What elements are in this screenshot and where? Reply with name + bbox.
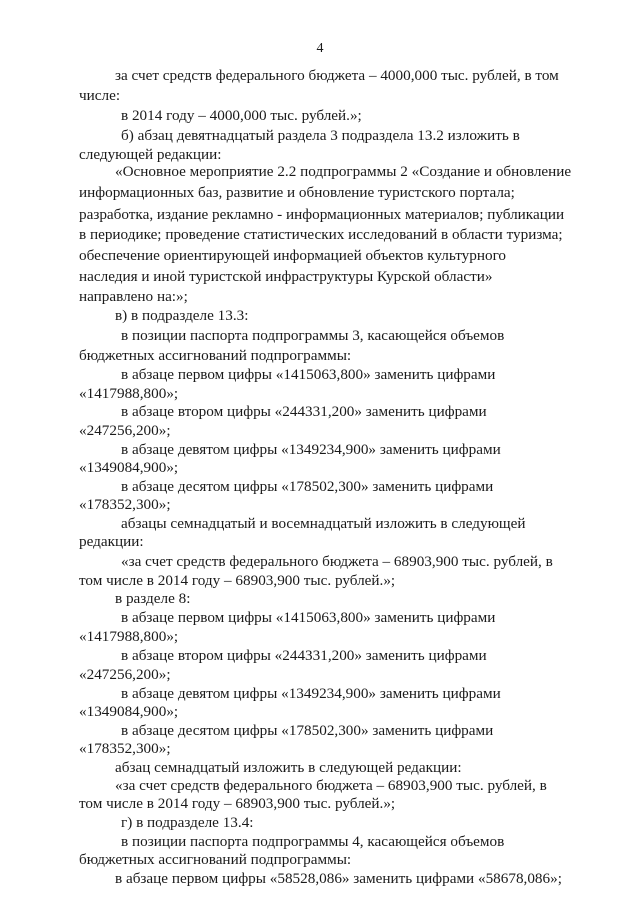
text-line: «1417988,800»; xyxy=(79,385,179,402)
text-line: «178352,300»; xyxy=(79,496,171,513)
text-line: «247256,200»; xyxy=(79,666,171,683)
text-line: бюджетных ассигнований подпрограммы: xyxy=(79,851,352,868)
text-line: «Основное мероприятие 2.2 подпрограммы 2 «Создание и обновление xyxy=(115,163,572,180)
text-line: б) абзац девятнадцатый раздела 3 подраздела 13.2 изложить в xyxy=(121,127,520,144)
text-line: абзац семнадцатый изложить в следующей редакции: xyxy=(115,759,462,776)
text-line: том числе в 2014 году – 68903,900 тыс. рублей.»; xyxy=(79,795,396,812)
text-line: наследия и иной туристской инфраструктуры Курской области» xyxy=(79,268,493,285)
text-line: г) в подразделе 13.4: xyxy=(121,814,254,831)
text-line: в позиции паспорта подпрограммы 4, касающейся объемов xyxy=(121,833,505,850)
text-line: в абзаце первом цифры «1415063,800» заменить цифрами xyxy=(121,609,496,626)
text-line: в абзаце первом цифры «1415063,800» заменить цифрами xyxy=(121,366,496,383)
text-line: редакции: xyxy=(79,533,144,550)
text-line: направлено на:»; xyxy=(79,288,188,305)
text-line: в) в подразделе 13.3: xyxy=(115,307,249,324)
text-line: «1417988,800»; xyxy=(79,628,179,645)
text-line: бюджетных ассигнований подпрограммы: xyxy=(79,347,352,364)
text-line: в позиции паспорта подпрограммы 3, касающейся объемов xyxy=(121,327,505,344)
text-line: абзацы семнадцатый и восемнадцатый изложить в следующей xyxy=(121,515,526,532)
text-line: в абзаце девятом цифры «1349234,900» заменить цифрами xyxy=(121,685,501,702)
text-line: том числе в 2014 году – 68903,900 тыс. рублей.»; xyxy=(79,572,396,589)
text-line: в абзаце десятом цифры «178502,300» заменить цифрами xyxy=(121,722,494,739)
text-line: в абзаце втором цифры «244331,200» заменить цифрами xyxy=(121,647,487,664)
text-line: разработка, издание рекламно - информационных материалов; публикации xyxy=(79,206,565,223)
text-line: числе: xyxy=(79,87,121,104)
text-line: в разделе 8: xyxy=(115,590,191,607)
page-number: 4 xyxy=(316,41,324,56)
text-line: в абзаце десятом цифры «178502,300» заменить цифрами xyxy=(121,478,494,495)
text-line: «за счет средств федерального бюджета – 68903,900 тыс. рублей, в xyxy=(115,777,547,794)
text-line: в периодике; проведение статистических исследований в области туризма; xyxy=(79,226,563,243)
text-line: обеспечение ориентирующей информацией объектов культурного xyxy=(79,247,507,264)
text-line: «247256,200»; xyxy=(79,422,171,439)
text-line: «1349084,900»; xyxy=(79,459,179,476)
text-line: в абзаце втором цифры «244331,200» заменить цифрами xyxy=(121,403,487,420)
text-line: «178352,300»; xyxy=(79,740,171,757)
text-line: следующей редакции: xyxy=(79,146,222,163)
text-line: «за счет средств федерального бюджета – 68903,900 тыс. рублей, в xyxy=(121,553,553,570)
text-line: за счет средств федерального бюджета – 4000,000 тыс. рублей, в том xyxy=(115,67,559,84)
text-line: «1349084,900»; xyxy=(79,703,179,720)
text-line: в абзаце девятом цифры «1349234,900» заменить цифрами xyxy=(121,441,501,458)
text-line: в 2014 году – 4000,000 тыс. рублей.»; xyxy=(121,107,362,124)
text-line: информационных баз, развитие и обновление туристского портала; xyxy=(79,184,515,201)
text-line: в абзаце первом цифры «58528,086» заменить цифрами «58678,086»; xyxy=(115,870,562,887)
